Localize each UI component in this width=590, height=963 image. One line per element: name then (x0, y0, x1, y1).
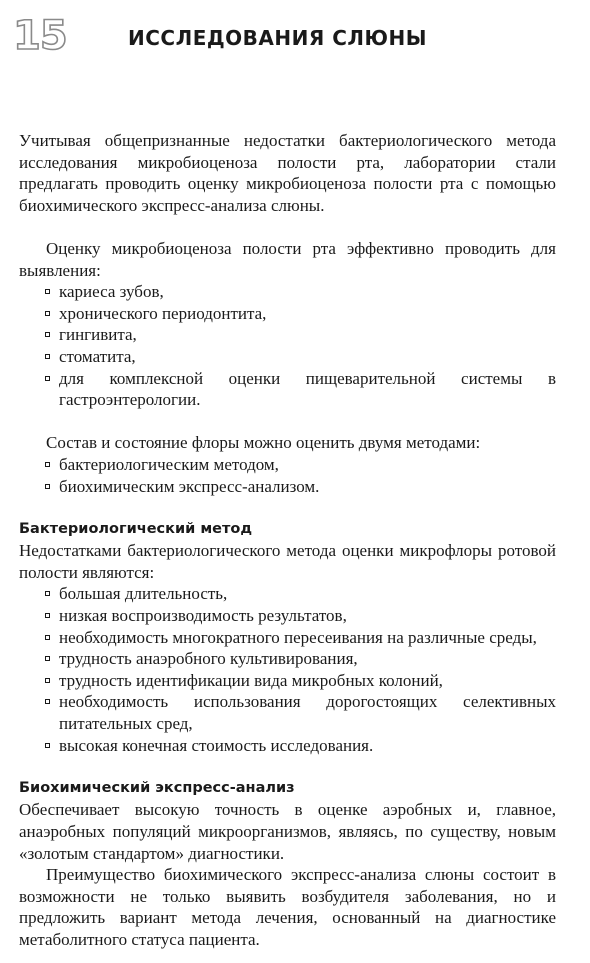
list-item: трудность идентификации вида микробных колоний, (19, 670, 556, 692)
list-item: высокая конечная стоимость исследования. (19, 735, 556, 757)
list-item: необходимость использования дорогостоящих селективных питательных сред, (19, 691, 556, 734)
section-heading-bacteriological: Бактериологический метод (19, 520, 253, 537)
intro-paragraph-3: Состав и состояние флоры можно оценить двумя методами: (46, 433, 481, 453)
list-item: хронического периодонтита, (19, 303, 556, 325)
intro-paragraph-1: Учитывая общепризнанные недостатки бактериологического метода исследования микробиоценоза полости рта, лаборатории стали предлагать проводить оценку микробиоценоза полости рта с помощью биохимического экспресс-анализа слюны. (19, 131, 556, 215)
square-bullet-icon (45, 591, 50, 596)
chapter-title: ИССЛЕДОВАНИЯ СЛЮНЫ (128, 26, 427, 50)
section-heading-biochemical: Биохимический экспресс-анализ (19, 779, 295, 796)
square-bullet-icon (45, 354, 50, 359)
page-body (19, 130, 556, 951)
square-bullet-icon (45, 743, 50, 748)
square-bullet-icon (45, 289, 50, 294)
list-item: биохимическим экспресс-анализом. (19, 476, 556, 498)
list-item: для комплексной оценки пищеварительной системы в гастроэнтерологии. (19, 368, 556, 411)
square-bullet-icon (45, 376, 50, 381)
list-item: бактериологическим методом, (19, 454, 556, 476)
square-bullet-icon (45, 332, 50, 337)
list-item: стоматита, (19, 346, 556, 368)
intro-paragraph-2: Оценку микробиоценоза полости рта эффективно проводить для выявления: (19, 238, 556, 280)
list-item: необходимость многократного пересеивания на различные среды, (19, 627, 556, 649)
biochemical-paragraph-1: Обеспечивает высокую точность в оценке аэробных и, главное, анаэробных популяций микроорганизмов, являясь, по существу, новым «золотым стандартом» диагностики. (19, 800, 556, 863)
list-item: кариеса зубов, (19, 281, 556, 303)
square-bullet-icon (45, 462, 50, 467)
methods-list (19, 454, 556, 497)
biochemical-paragraph-2: Преимущество биохимического экспресс-анализа слюны состоит в возможности не только выявить возбудителя заболевания, но и предложить вариант метода лечения, основанный на диагностике метаболитного статуса пациента. (19, 865, 556, 949)
list-item: большая длительность, (19, 583, 556, 605)
list-item: низкая воспроизводимость результатов, (19, 605, 556, 627)
square-bullet-icon (45, 678, 50, 683)
drawbacks-list (19, 583, 556, 756)
square-bullet-icon (45, 613, 50, 618)
bacteriological-paragraph: Недостатками бактериологического метода оценки микрофлоры ротовой полости являются: (19, 541, 556, 582)
square-bullet-icon (45, 656, 50, 661)
list-item: трудность анаэробного культивирования, (19, 648, 556, 670)
list-item: гингивита, (19, 324, 556, 346)
square-bullet-icon (45, 635, 50, 640)
diagnosis-list (19, 281, 556, 411)
square-bullet-icon (45, 699, 50, 704)
square-bullet-icon (45, 311, 50, 316)
chapter-number: 15 (13, 13, 67, 59)
square-bullet-icon (45, 484, 50, 489)
